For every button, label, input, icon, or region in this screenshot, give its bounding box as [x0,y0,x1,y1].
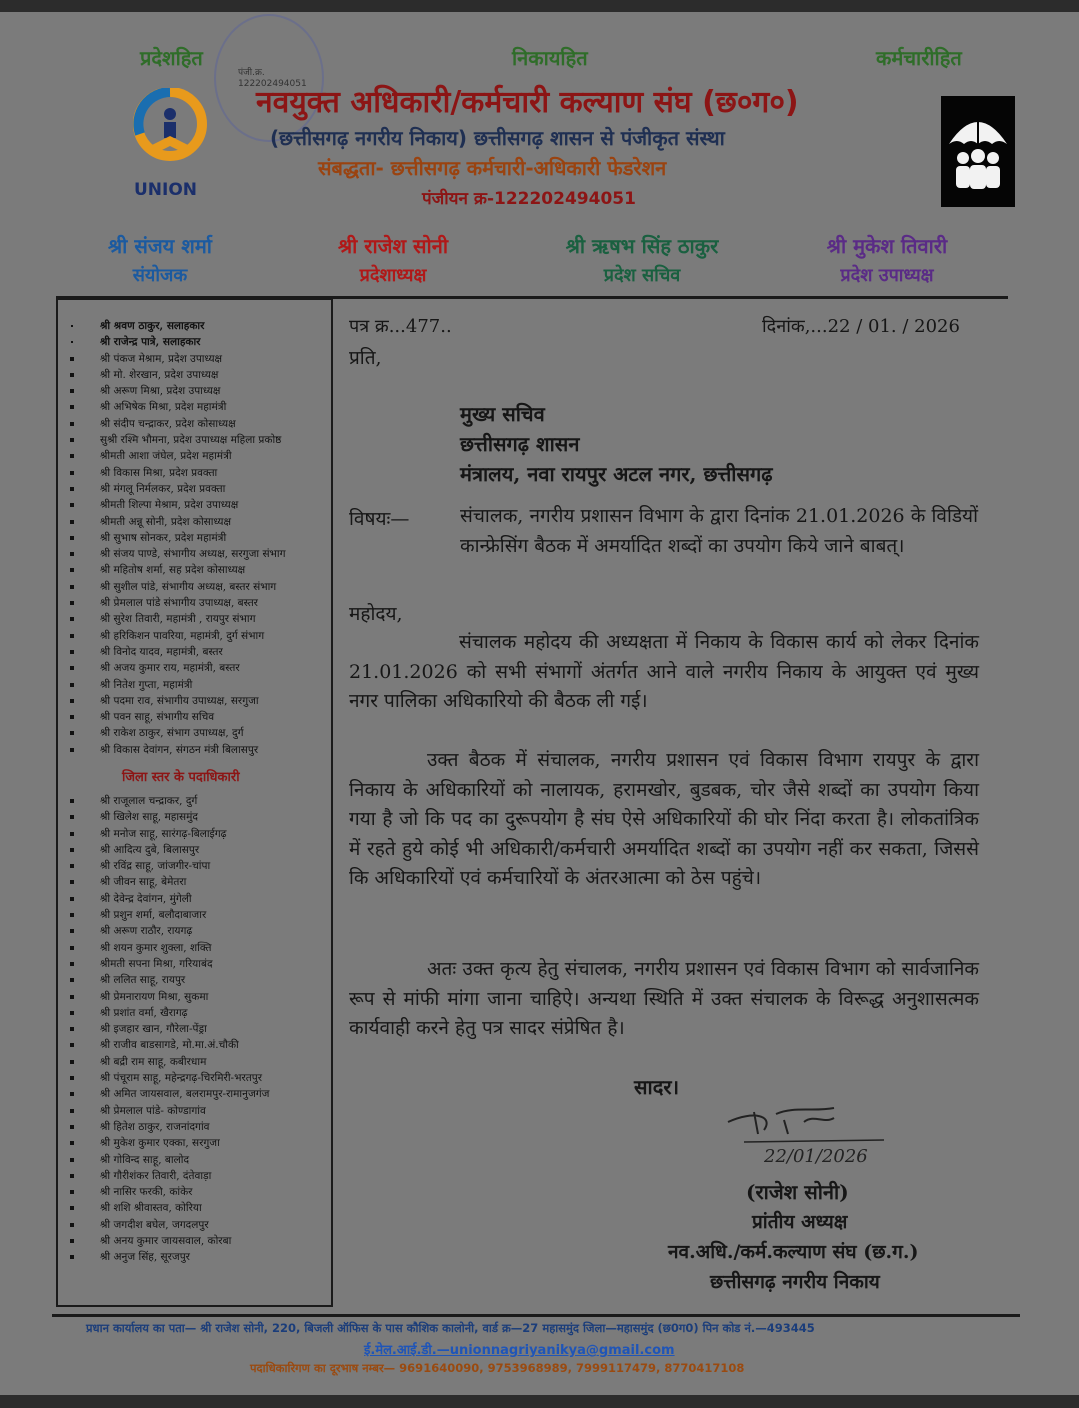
district-members-list [66,793,328,1266]
letter-date: दिनांक,...22 / 01. / 2026 [762,316,960,337]
org-subtitle: (छत्तीसगढ़ नगरीय निकाय) छत्तीसगढ़ शासन से पंजीकृत संस्था [270,126,725,150]
sidebar-member: श्री जगदीश बघेल, जगदलपुर [66,1217,328,1233]
sidebar-member: श्री श्रवण ठाकुर, सलाहकार [66,318,328,334]
org-affiliation: संबद्धता- छत्तीसगढ़ कर्मचारी-अधिकारी फेडरेशन [318,156,667,180]
officer-role: प्रदेश सचिव [603,265,681,286]
handwritten-signature [724,1100,904,1170]
footer-address: प्रधान कार्यालय का पता— श्री राजेश सोनी, 220, बिजली ऑफिस के पास कौशिक कालोनी, वार्ड क्र—27 महासमुंद जिला—महासमुंद (छ0ग0) पिन कोड नं.—493445 [86,1321,815,1335]
footer-phones: पदाधिकारिगण का दूरभाष नम्बर— 9691640090, 9753968989, 7999117479, 8770417108 [250,1361,745,1375]
paragraph: संचालक महोदय की अध्यक्षता में निकाय के विकास कार्य को लेकर दिनांक 21.01.2026 को सभी संभागों अंतर्गत आने वाले नगरीय निकाय के आयुक्त एवं मुख्य नगर पालिका अधिकारियो की बैठक ली गई। [349,631,979,712]
sidebar-member: श्री प्रशुन शर्मा, बलौदाबाजार [66,907,328,923]
sidebar-member: श्री इजहार खान, गौरेला-पेंड्रा [66,1021,328,1037]
sidebar-member: श्री विनोद यादव, महामंत्री, बस्तर [66,644,328,660]
letter-ref: पत्र क्र...477.. [349,316,452,337]
stamp-text: पंजी.क्र. 122202494051 [238,68,307,89]
sidebar-member: श्री मुकेश कुमार एक्का, सरगुजा [66,1135,328,1151]
sidebar-member: श्री रविंद्र साहू, जांजगीर-चांपा [66,858,328,874]
sidebar-member: श्री ललित साहू, रायपुर [66,972,328,988]
sidebar-member: श्रीमती शिल्पा मेश्राम, प्रदेश उपाध्यक्ष [66,497,328,513]
officer-president [326,232,460,287]
sidebar-member: श्री अनुज सिंह, सूरजपुर [66,1249,328,1265]
sidebar-member: श्री जीवन साहू, बेमेतरा [66,874,328,890]
officer-name: श्री संजय शर्मा [108,234,212,258]
sidebar-member: श्री राजेन्द्र पात्रे, सलाहकार [66,334,328,350]
tag-state-interest: प्रदेशहित [140,46,203,70]
officer-role: संयोजक [132,265,188,286]
closing: सादर। [634,1075,680,1099]
addressee-line: छत्तीसगढ़ शासन [460,432,580,456]
salutation: महोदय, [349,603,403,625]
officer-name: श्री मुकेश तिवारी [826,234,948,258]
sidebar-member: श्री अरूण राठौर, रायगढ़ [66,923,328,939]
sidebar-member: श्री सुशील पांडे, संभागीय अध्यक्ष, बस्तर संभाग [66,579,328,595]
footer-email[interactable]: ई.मेल.आई.डी.—unionnagriyanikya@gmail.com [364,1343,675,1358]
sidebar-member: श्री पंचूराम साहू, महेन्द्रगढ़-चिरमिरी-भरतपुर [66,1070,328,1086]
officer-role: प्रदेश उपाध्यक्ष [840,265,934,286]
sidebar-member: श्रीमती आशा जंघेल, प्रदेश महामंत्री [66,448,328,464]
sidebar-member: श्री हरिकिशन पावरिया, महामंत्री, दुर्ग संभाग [66,628,328,644]
sidebar-member: श्री बद्री राम साहू, कबीरधाम [66,1054,328,1070]
umbrella-people-icon [941,96,1015,207]
addressee-line: मंत्रालय, नवा रायपुर अटल नगर, छत्तीसगढ़ [460,462,773,486]
sidebar-member: सुश्री रश्मि भौमना, प्रदेश उपाध्यक्ष महिला प्रकोष्ठ [66,432,328,448]
sidebar-member: श्री पंकज मेश्राम, प्रदेश उपाध्यक्ष [66,351,328,367]
logo-text: UNION [134,180,198,200]
sidebar-member: श्री गोविन्द साहू, बालोद [66,1152,328,1168]
letter-to: प्रति, [349,347,382,369]
sidebar-member: श्री अभिषेक मिश्रा, प्रदेश महामंत्री [66,399,328,415]
officer-role: प्रदेशाध्यक्ष [359,265,427,286]
sidebar-member: श्री राजूलाल चन्द्राकर, दुर्ग [66,793,328,809]
sidebar-member: श्री राकेश ठाकुर, संभाग उपाध्यक्ष, दुर्ग [66,725,328,741]
paragraph: अतः उक्त कृत्य हेतु संचालक, नगरीय प्रशासन एवं विकास विभाग को सार्वजानिक रूप से मांफी मांगा जाना चाहिऐ। अन्यथा स्थिति में उक्त संचालक के विरूद्ध अनुशासत्मक कार्यवाही करने हेतु पत्र सादर संप्रेषित है। [349,958,979,1039]
sidebar-member: श्री हितेश ठाकुर, राजनांदगांव [66,1119,328,1135]
sidebar-member: श्री पवन साहू, संभागीय सचिव [66,709,328,725]
signatory-body: छत्तीसगढ़ नगरीय निकाय [710,1271,880,1293]
footer-divider [52,1314,1020,1317]
sidebar-member: श्री नासिर फरकी, कांकेर [66,1184,328,1200]
sidebar-member: श्री आदित्य दुबे, बिलासपुर [66,842,328,858]
sidebar-member: श्रीमती अन्नू सोनी, प्रदेश कोसाध्यक्ष [66,514,328,530]
sidebar-member: श्री प्रेमलाल पांडे- कोण्डागांव [66,1103,328,1119]
registration-stamp [214,14,324,142]
sidebar-member: श्री विकास मिश्रा, प्रदेश प्रवक्ता [66,465,328,481]
top-border [0,0,1079,12]
officer-name: श्री राजेश सोनी [337,234,449,258]
sidebar-member: श्री शशि श्रीवास्तव, कोरिया [66,1200,328,1216]
sidebar-member: श्री सुरेश तिवारी, महामंत्री , रायपुर संभाग [66,611,328,627]
sidebar-member: श्री सुभाष सोनकर, प्रदेश महामंत्री [66,530,328,546]
officer-secretary [554,232,730,287]
paragraph: उक्त बैठक में संचालक, नगरीय प्रशासन एवं विकास विभाग रायपुर के द्वारा निकाय के अधिकारियों को नालायक, हरामखोर, बुडबक, चोर जैसे शब्दों का उपयोग किया गया है जो कि पद का दुरूपयोग है संघ ऐसे अधिकारियों की घोर निंदा करता है। लोकतांत्रिक में रहते हुये कोई भी अधिकारी/कर्मचारी अमर्यादित शब्दों का उपयोग नहीं कर सकता, जिससे कि अधिकारियों एवं कर्मचारियों के अंतरआत्मा को ठेस पहुंचे। [349,749,979,889]
officer-vice-president [816,232,958,287]
signatory-org: नव.अधि./कर्म.कल्याण संघ (छ.ग.) [668,1241,919,1263]
sidebar-member: श्री गौरीशंकर तिवारी, दंतेवाड़ा [66,1168,328,1184]
officer-name: श्री ऋषभ सिंह ठाकुर [565,234,719,258]
sidebar-member: श्री अमित जायसवाल, बलरामपुर-रामानुजगंज [66,1086,328,1102]
district-heading: जिला स्तर के पदाधिकारी [122,770,240,785]
union-logo [130,88,210,208]
sidebar-member: श्री अरूण मिश्रा, प्रदेश उपाध्यक्ष [66,383,328,399]
sidebar-member: श्री खिलेश साहू, महासमुंद [66,809,328,825]
sidebar-member: श्री प्रेमनारायण मिश्रा, सुकमा [66,989,328,1005]
sidebar-member: श्री संजय पाण्डे, संभागीय अध्यक्ष, सरगुजा संभाग [66,546,328,562]
bottom-border [0,1395,1079,1408]
sidebar-member: श्री मो. शेरखान, प्रदेश उपाध्यक्ष [66,367,328,383]
tag-body-interest: निकायहित [512,46,588,70]
sidebar-member: श्री अनय कुमार जायसवाल, कोरबा [66,1233,328,1249]
org-registration: पंजीयन क्र-122202494051 [422,189,636,209]
sidebar-member: श्री शयन कुमार शुक्ला, शक्ति [66,940,328,956]
signature-date: 22/01/2026 [764,1146,868,1167]
sidebar-member: श्री मनोज साहू, सारंगढ़-बिलाईगढ़ [66,826,328,842]
tag-employee-interest: कर्मचारीहित [876,46,962,70]
sidebar-member: श्रीमती सपना मिश्रा, गरियाबंद [66,956,328,972]
officer-convenor [92,232,228,287]
sidebar-member: श्री संदीप चन्द्राकर, प्रदेश कोसाध्यक्ष [66,416,328,432]
sidebar-member: श्री नितेश गुप्ता, महामंत्री [66,677,328,693]
org-title: नवयुक्त अधिकारी/कर्मचारी कल्याण संघ (छ०ग०) [256,85,799,120]
sidebar-member: श्री अजय कुमार राय, महामंत्री, बस्तर [66,660,328,676]
sidebar-member: श्री प्रशांत वर्मा, खैरागढ़ [66,1005,328,1021]
sidebar-member: श्री महितोष शर्मा, सह प्रदेश कोसाध्यक्ष [66,562,328,578]
sidebar-member: श्री मंगलू निर्मलकर, प्रदेश प्रवक्ता [66,481,328,497]
subject-text: संचालक, नगरीय प्रशासन विभाग के द्वारा दिनांक 21.01.2026 के विडियों कान्फ्रेसिंग बैठक में अमर्यादित शब्दों का उपयोग किये जाने बाबत्। [460,505,978,557]
addressee-line: मुख्य सचिव [460,402,545,426]
state-members-list [66,318,328,758]
handshake-icon [130,88,210,183]
signatory-name: (राजेश सोनी) [746,1180,849,1204]
sidebar-member: श्री देवेन्द्र देवांगन, मुंगेली [66,891,328,907]
sidebar-member: श्री प्रेमलाल पांडे संभागीय उपाध्यक्ष, बस्तर [66,595,328,611]
signatory-role: प्रांतीय अध्यक्ष [752,1211,848,1233]
sidebar-member: श्री विकास देवांगन, संगठन मंत्री बिलासपुर [66,742,328,758]
sidebar-member: श्री राजीव बाडसागडे, मो.मा.अं.चौकी [66,1037,328,1053]
subject-label: विषयः— [349,508,410,530]
sidebar-member: श्री पदमा राव, संभागीय उपाध्यक्ष, सरगुजा [66,693,328,709]
